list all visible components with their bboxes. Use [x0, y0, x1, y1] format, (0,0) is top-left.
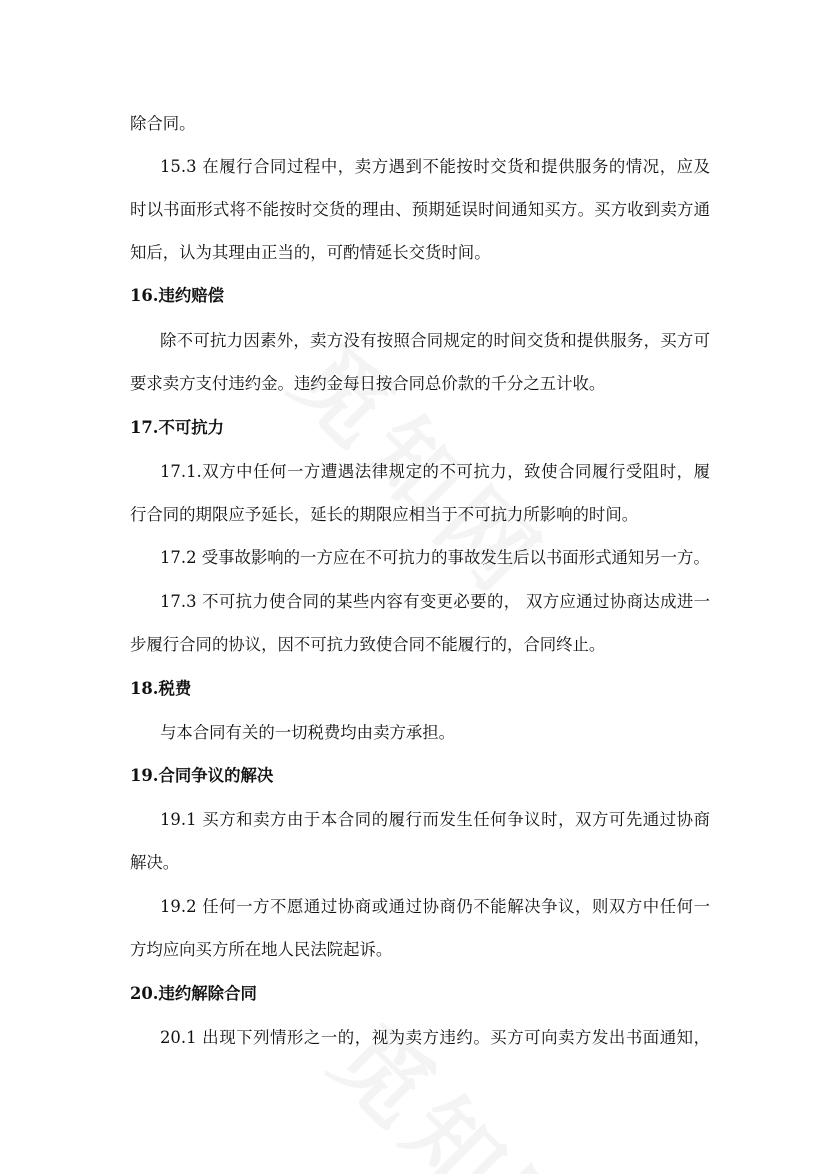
section-heading-18: 18.税费: [130, 679, 192, 698]
clause-20-1-line: 20.1 出现下列情形之一的，视为卖方违约。买方可向卖方发出书面通知，: [160, 1028, 710, 1047]
paragraph-line: 除合同。: [130, 114, 196, 133]
section-16-line: 除不可抗力因素外，卖方没有按照合同规定的时间交货和提供服务，买方可: [160, 331, 710, 350]
section-16-line: 要求卖方支付违约金。违约金每日按合同总价款的千分之五计收。: [130, 374, 606, 393]
section-heading-17: 17.不可抗力: [130, 418, 225, 437]
clause-17-2-line: 17.2 受事故影响的一方应在不可抗力的事故发生后以书面形式通知另一方。: [160, 548, 710, 567]
clause-15-3-line: 15.3 在履行合同过程中，卖方遇到不能按时交货和提供服务的情况，应及: [160, 157, 710, 176]
clause-19-2-line: 方均应向买方所在地人民法院起诉。: [130, 940, 393, 959]
section-heading-20: 20.违约解除合同: [130, 984, 257, 1003]
clause-17-3-line: 17.3 不可抗力使合同的某些内容有变更必要的， 双方应通过协商达成进一: [160, 592, 710, 611]
clause-19-1-line: 解决。: [130, 853, 180, 872]
section-18-line: 与本合同有关的一切税费均由卖方承担。: [160, 723, 456, 742]
section-heading-19: 19.合同争议的解决: [130, 766, 274, 785]
clause-19-2-line: 19.2 任何一方不愿通过协商或通过协商仍不能解决争议，则双方中任何一: [160, 897, 710, 916]
clause-15-3-line: 时以书面形式将不能按时交货的理由、预期延误时间通知买方。买方收到卖方通: [130, 200, 710, 219]
section-heading-16: 16.违约赔偿: [130, 286, 225, 305]
clause-17-1-line: 17.1.双方中任何一方遭遇法律规定的不可抗力，致使合同履行受阻时，履: [160, 462, 710, 481]
clause-17-3-line: 步履行合同的协议，因不可抗力致使合同不能履行的，合同终止。: [130, 635, 606, 654]
clause-15-3-line: 知后，认为其理由正当的，可酌情延长交货时间。: [130, 243, 491, 262]
clause-19-1-line: 19.1 买方和卖方由于本合同的履行而发生任何争议时，双方可先通过协商: [160, 810, 710, 829]
clause-17-1-line: 行合同的期限应予延长，延长的期限应相当于不可抗力所影响的时间。: [130, 505, 639, 524]
